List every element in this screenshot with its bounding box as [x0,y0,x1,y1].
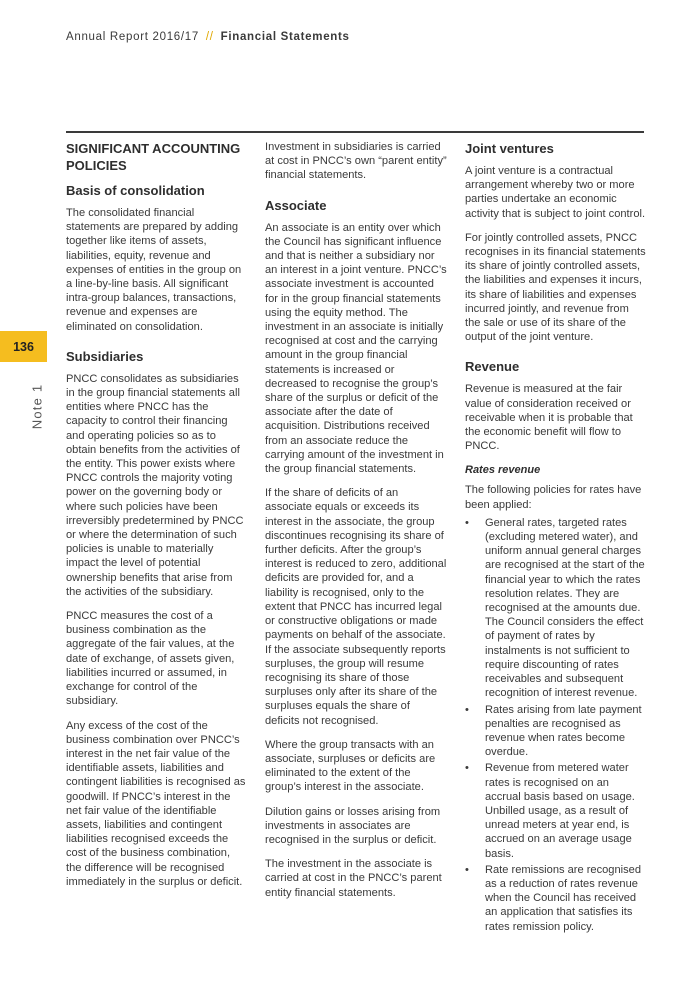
page-header [66,31,350,43]
report-title: Annual Report 2016/17 [66,31,199,43]
bullet-icon: • [465,863,469,876]
column-2 [265,140,447,910]
list-item [465,516,647,701]
revenue-paragraph: Revenue is measured at the fair value of consideration received or receivable when it is probable that the economic benefit will flow to PNCC. [465,383,633,453]
list-item-text: Revenue from metered water rates is recognised on an accrual basis based on usage. Unbilled usage, as a result of unread meters at year end, is accrued on an average usage basis. [485,762,635,860]
column-1 [66,140,248,899]
list-item [465,703,647,760]
bullet-icon: • [465,516,469,529]
bullet-icon: • [465,703,469,716]
associate-paragraph-3: Where the group transacts with an associate, surpluses or deficits are eliminated to the extent of the group’s interest in the associate. [265,738,436,794]
bullet-icon: • [465,762,469,775]
page-number: 136 [13,339,34,354]
joint-ventures-paragraph-2: For jointly controlled assets, PNCC recognises in its financial statements its share of jointly controlled assets, the liabilities and expenses it incurs, its share of liabilities and expenses incurred jointly, and revenue from the sale or use of its share of the output of the joint venture. [465,231,646,344]
associate-paragraph-5: The investment in the associate is carried at cost in the PNCC’s parent entity financial statements. [265,858,442,899]
list-item-text: Rate remissions are recognised as a reduction of rates revenue when the Council has received an application that satisfies its rates remission policy. [485,863,642,933]
rates-intro: The following policies for rates have been applied: [465,484,642,511]
list-item-text: General rates, targeted rates (excluding metered water), and uniform annual general charges are recognised at the start of the financial year to which the rates resolution relates. They are recognised at the amounts due. The Council considers the effect of payment of rates by instalments is not sufficient to require discounting of rates receivables and subsequent recognition of interest revenue. [485,516,645,700]
subsidiaries-paragraph-2: PNCC measures the cost of a business combination as the aggregate of the fair values, at the date of exchange, of assets given, liabilities incurred or assumed, in exchange for control of the subsidiary. [66,610,235,708]
rates-policy-list [465,516,647,934]
header-separator: // [205,31,214,43]
subsidiaries-heading: Subsidiaries [66,348,144,364]
main-heading: SIGNIFICANT ACCOUNTING POLICIES [66,141,241,173]
section-title: Financial Statements [220,31,350,43]
basis-heading: Basis of consolidation [66,183,205,198]
list-item-text: Rates arising from late payment penalties are recognised as revenue when rates become overdue. [485,703,642,759]
investment-paragraph: Investment in subsidiaries is carried at cost in PNCC’s own “parent entity” financial statements. [265,141,447,182]
note-side-label: Note 1 [29,383,45,430]
top-rule [66,131,644,133]
joint-ventures-heading: Joint ventures [465,141,554,156]
list-item [465,863,647,934]
associate-paragraph-4: Dilution gains or losses arising from investments in associates are recognised in the surplus or deficit. [265,805,441,846]
list-item [465,761,647,860]
revenue-heading: Revenue [465,359,520,375]
subsidiaries-paragraph-3: Any excess of the cost of the business combination over PNCC’s interest in the net fair value of the identifiable assets, liabilities and contingent liabilities is recognised as goodwill. If PNCC’s interest in the net fair value of the identifiable assets, liabilities and contingent liabilities recognised exceeds the cost of the business combination, the difference will be recognised immediately in the surplus or deficit. [66,719,246,888]
basis-paragraph: The consolidated financial statements are prepared by adding together like items of assets, liabilities, equity, revenue and expenses of entities in the group on a line-by-line basis. All significant intra-group balances, transactions, revenue and expenses are eliminated on consolidation. [66,207,242,333]
associate-heading: Associate [265,197,327,213]
rates-revenue-heading: Rates revenue [465,464,541,477]
subsidiaries-paragraph-1: PNCC consolidates as subsidiaries in the group financial statements all entities where PNCC has the capacity to control their financing and operating policies so as to obtain benefits from the activities of the entity. This power exists where PNCC controls the majority voting power on the governing body or where such policies have been irreversibly predetermined by PNCC or where the determination of such policies is unable to materially impact the level of potential ownership benefits that arise from the activities of the subsidiary. [66,372,244,598]
column-3 [465,140,647,936]
joint-ventures-paragraph-1: A joint venture is a contractual arrangement whereby two or more parties undertake an economic activity that is subject to joint control. [465,165,646,220]
associate-paragraph-2: If the share of deficits of an associate equals or exceeds its interest in the associate, the group discontinues recognising its share of further deficits. After the group’s interest is reduced to zero, additional deficits are provided for, and a liability is recognised, only to the extent that PNCC has incurred legal or constructive obligations or made payments on behalf of the associate. If the associate subsequently reports surpluses, the group will resume recognising its share of those surpluses only after its share of the surpluses equals the share of deficits not recognised. [265,487,447,727]
associate-paragraph-1: An associate is an entity over which the Council has significant influence and that is neither a subsidiary nor an interest in a joint venture. PNCC’s associate investment is accounted for in the group financial statements using the equity method. The investment in an associate is initially recognised at cost and the carrying amount in the group financial statements is increased or decreased to recognise the group’s share of the surplus or deficit of the associate after the date of acquisition. Distributions received from an associate reduce the carrying amount of the investment in the group financial statements. [265,221,447,476]
page-number-tab [0,331,47,362]
